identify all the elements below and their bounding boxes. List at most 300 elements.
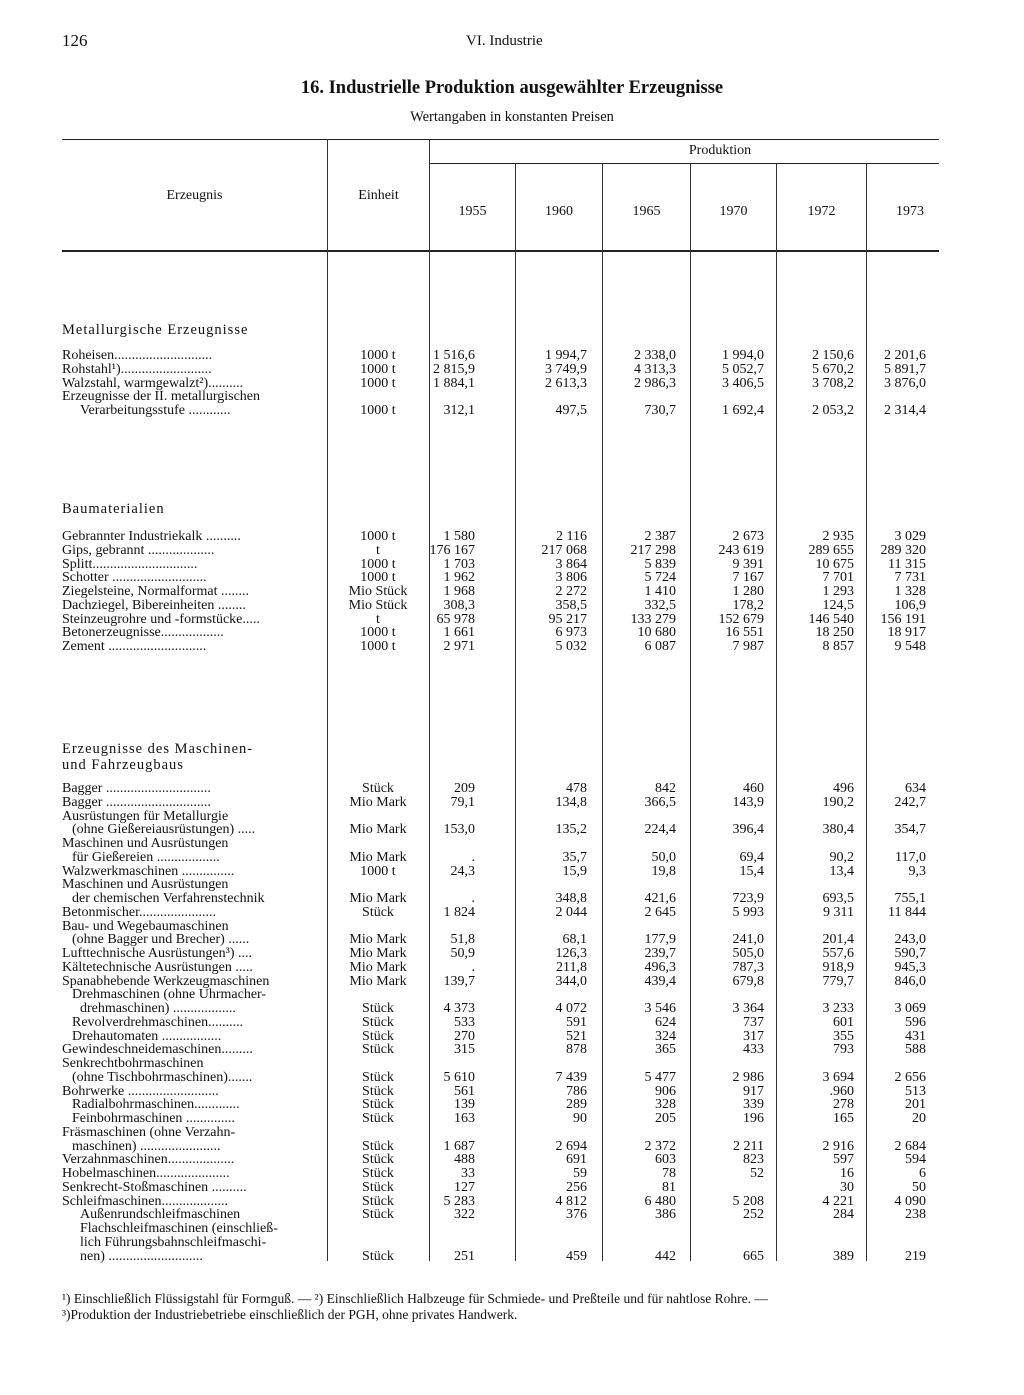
value-cell-1965: 603	[655, 1152, 676, 1168]
value-cell-1955: 4 373	[443, 1001, 475, 1016]
value-cell-1972: 7 701	[822, 570, 854, 586]
row-label: Senkrecht-Stoßmaschinen ..........	[62, 1179, 247, 1195]
row-unit: t	[376, 542, 380, 558]
value-cell-1955: 163	[454, 1111, 475, 1126]
value-cell-1955: 2 815,9	[433, 361, 475, 377]
row-unit: Stück	[362, 1166, 394, 1181]
row-label: Ausrüstungen für Metallurgie	[62, 808, 229, 824]
row-label: Gebrannter Industriekalk ..........	[62, 529, 241, 544]
value-cell-1965: 730,7	[644, 403, 676, 418]
row-label: nen) ...........................	[80, 1248, 203, 1264]
value-cell-1960: 6 973	[555, 625, 587, 641]
value-cell-1970: 2 211	[733, 1138, 764, 1154]
row-unit: 1000 t	[360, 348, 396, 363]
value-cell-1972: 190,2	[822, 794, 854, 810]
value-cell-1970: 15,4	[739, 863, 764, 879]
value-cell-1955: 1 884,1	[433, 375, 475, 391]
table-row	[0, 892, 1024, 906]
value-cell-1972: 1 293	[822, 584, 854, 599]
header-unit: Einheit	[358, 188, 399, 203]
value-cell-1972: 3 694	[822, 1069, 854, 1085]
value-cell-1973: 201	[905, 1097, 926, 1113]
row-label: Betonmischer......................	[62, 904, 216, 920]
row-label: für Gießereien ..................	[72, 849, 220, 865]
value-cell-1965: 442	[655, 1248, 676, 1264]
value-cell-1955: 139,7	[443, 973, 475, 989]
value-cell-1960: 2 044	[555, 904, 587, 920]
value-cell-1970: 152 679	[718, 611, 764, 627]
header-year-1972: 1972	[807, 204, 836, 219]
value-cell-1972: 90,2	[829, 849, 854, 865]
value-cell-1960: 35,7	[562, 849, 587, 865]
value-cell-1970: 2 986	[732, 1069, 764, 1085]
row-label: Bau- und Wegebaumaschinen	[62, 918, 229, 934]
value-cell-1970: 2 673	[732, 529, 764, 544]
value-cell-1960: 358,5	[555, 597, 587, 613]
value-cell-1960: 5 032	[555, 639, 587, 654]
value-cell-1965: 81	[662, 1179, 676, 1195]
value-cell-1960: 95 217	[548, 611, 587, 627]
table-subtitle: Wertangaben in konstanten Preisen	[410, 109, 614, 125]
value-cell-1965: 5 477	[644, 1069, 676, 1085]
row-label: Drehmaschinen (ohne Uhrmacher-	[72, 987, 267, 1003]
section-heading: Erzeugnisse des Maschinen-	[62, 741, 254, 757]
row-unit: Mio Mark	[349, 973, 407, 989]
value-cell-1965: 365	[655, 1042, 676, 1058]
value-cell-1973: 242,7	[894, 794, 926, 810]
value-cell-1973: 431	[905, 1028, 926, 1044]
value-cell-1955: .	[471, 891, 475, 906]
value-cell-1960: 126,3	[555, 946, 587, 961]
value-cell-1972: 557,6	[822, 946, 854, 961]
value-cell-1970: 917	[743, 1083, 764, 1099]
value-cell-1973: 18 917	[887, 625, 926, 641]
value-cell-1960: 521	[566, 1028, 587, 1044]
value-cell-1965: 6 480	[644, 1193, 676, 1209]
row-unit: Mio Stück	[348, 584, 408, 599]
value-cell-1965: 439,4	[644, 973, 676, 989]
value-cell-1960: 217 068	[541, 542, 587, 558]
value-cell-1972: 10 675	[815, 556, 854, 572]
table-row	[0, 906, 1024, 920]
row-label: Splitt..............................	[62, 556, 198, 572]
row-unit: Mio Mark	[349, 822, 407, 838]
row-label: Dachziegel, Bibereinheiten ........	[62, 597, 246, 613]
table-row	[0, 1112, 1024, 1126]
value-cell-1960: 7 439	[555, 1069, 587, 1085]
value-cell-1970: 7 987	[732, 639, 764, 654]
table-row	[0, 1236, 1024, 1250]
value-cell-1973: 588	[905, 1042, 926, 1058]
value-cell-1960: 786	[566, 1083, 587, 1099]
value-cell-1965: 421,6	[644, 891, 676, 906]
value-cell-1970: 143,9	[732, 794, 764, 810]
value-cell-1960: 135,2	[555, 822, 587, 838]
value-cell-1973: 4 090	[894, 1193, 926, 1209]
value-cell-1973: 755,1	[894, 891, 926, 906]
value-cell-1970: 7 167	[732, 570, 764, 586]
row-unit: 1000 t	[360, 639, 396, 654]
value-cell-1973: 11 844	[888, 904, 926, 920]
table-row	[0, 1057, 1024, 1071]
section-heading: und Fahrzeugbaus	[62, 757, 184, 773]
value-cell-1972: 380,4	[822, 822, 854, 838]
row-label: Maschinen und Ausrüstungen	[62, 836, 229, 851]
value-cell-1972: 289 655	[808, 542, 854, 558]
value-cell-1973: 2 684	[894, 1138, 926, 1154]
table-row	[0, 837, 1024, 851]
value-cell-1960: 3 749,9	[545, 361, 587, 377]
value-cell-1973: 5 891,7	[884, 361, 926, 377]
value-cell-1965: 133 279	[630, 611, 676, 627]
value-cell-1965: 19,8	[651, 863, 676, 879]
row-label: Fräsmaschinen (ohne Verzahn-	[62, 1124, 236, 1140]
table-row	[0, 782, 1024, 796]
table-row	[0, 851, 1024, 865]
value-cell-1970: 5 208	[732, 1193, 764, 1209]
table-row	[0, 640, 1024, 654]
value-cell-1970: 787,3	[732, 959, 764, 975]
value-cell-1970: 460	[743, 781, 764, 796]
row-unit: Mio Mark	[349, 849, 407, 865]
value-cell-1955: 176 167	[429, 542, 475, 558]
table-row	[0, 1126, 1024, 1140]
value-cell-1972: .960	[829, 1083, 854, 1099]
row-label: Bohrwerke ..........................	[62, 1083, 219, 1099]
value-cell-1970: 679,8	[732, 973, 764, 989]
value-cell-1960: 2 694	[555, 1138, 587, 1154]
row-label: der chemischen Verfahrenstechnik	[72, 891, 265, 906]
row-label: (ohne Bagger und Brecher) ......	[72, 932, 250, 948]
row-unit: Stück	[362, 1138, 394, 1154]
value-cell-1970: 665	[743, 1248, 764, 1264]
table-row	[0, 544, 1024, 558]
value-cell-1972: 597	[833, 1152, 854, 1168]
value-cell-1972: 918,9	[822, 959, 854, 975]
value-cell-1965: 624	[655, 1014, 676, 1030]
row-label: Schleifmaschinen...................	[62, 1193, 229, 1209]
value-cell-1970: 823	[743, 1152, 764, 1168]
value-cell-1960: 478	[566, 781, 587, 796]
value-cell-1965: 3 546	[644, 1001, 676, 1016]
value-cell-1960: 211,8	[556, 959, 587, 975]
value-cell-1970: 16 551	[725, 625, 764, 641]
value-cell-1955: 51,8	[450, 932, 475, 948]
value-cell-1955: 1 824	[443, 904, 475, 920]
header-year-1970: 1970	[719, 204, 748, 219]
row-unit: Mio Mark	[349, 794, 407, 810]
value-cell-1965: 842	[655, 781, 676, 796]
value-cell-1965: 2 645	[644, 904, 676, 920]
header-year-1960: 1960	[545, 204, 573, 219]
value-cell-1973: 3 029	[894, 529, 926, 544]
row-unit: 1000 t	[360, 556, 396, 572]
table-row	[0, 585, 1024, 599]
header-year-1965: 1965	[632, 204, 661, 219]
value-cell-1972: 8 857	[822, 639, 854, 654]
row-unit: Stück	[362, 1248, 394, 1264]
row-label: Walzwerkmaschinen ...............	[62, 863, 235, 879]
value-cell-1970: 243 619	[718, 542, 764, 558]
row-label: Verarbeitungsstufe ............	[80, 403, 231, 418]
row-label: Senkrechtbohrmaschinen	[62, 1056, 204, 1071]
table-row	[0, 1002, 1024, 1016]
value-cell-1960: 459	[566, 1248, 587, 1264]
row-label: Rohstahl¹)..........................	[62, 361, 212, 377]
table-row	[0, 1071, 1024, 1085]
row-unit: Mio Mark	[349, 891, 407, 906]
value-cell-1965: 10 680	[637, 625, 676, 641]
row-unit: t	[376, 611, 380, 627]
value-cell-1955: 5 283	[443, 1193, 475, 1209]
value-cell-1973: 354,7	[894, 822, 926, 838]
value-cell-1972: 793	[833, 1042, 854, 1058]
value-cell-1973: 3 876,0	[884, 375, 926, 391]
row-label: Feinbohrmaschinen ..............	[72, 1111, 235, 1126]
value-cell-1960: 3 806	[555, 570, 587, 586]
table-row	[0, 599, 1024, 613]
value-cell-1965: 1 410	[644, 584, 676, 599]
value-cell-1973: 634	[905, 781, 926, 796]
value-cell-1955: 79,1	[450, 794, 475, 810]
value-cell-1960: 1 994,7	[545, 348, 587, 363]
row-label: Verzahnmaschinen...................	[62, 1152, 235, 1168]
value-cell-1970: 196	[743, 1111, 764, 1126]
value-cell-1972: 2 150,6	[812, 348, 854, 363]
value-cell-1972: 284	[833, 1207, 854, 1223]
row-label: Kältetechnische Ausrüstungen .....	[62, 959, 253, 975]
row-unit: Stück	[362, 1069, 394, 1085]
value-cell-1973: 594	[905, 1152, 926, 1168]
footnote-1-2: ¹) Einschließlich Flüssigstahl für Formguß. — ²) Einschließlich Halbzeuge für Schmiede- und Preßteile und für nahtlose Rohre. —	[62, 1291, 768, 1306]
value-cell-1955: 5 610	[443, 1069, 475, 1085]
row-unit: Stück	[362, 1028, 394, 1044]
value-cell-1970: 3 406,5	[722, 375, 764, 391]
value-cell-1973: 219	[905, 1248, 926, 1264]
value-cell-1973: 3 069	[894, 1001, 926, 1016]
value-cell-1955: 2 971	[443, 639, 475, 654]
value-cell-1970: 5 993	[732, 904, 764, 920]
value-cell-1973: 2 314,4	[884, 403, 926, 418]
row-label: Spanabhebende Werkzeugmaschinen	[62, 973, 270, 989]
value-cell-1972: 3 708,2	[812, 375, 854, 391]
row-label: Schotter ...........................	[62, 570, 207, 586]
row-unit: Stück	[362, 1179, 394, 1195]
value-cell-1965: 2 338,0	[634, 348, 676, 363]
row-unit: Stück	[362, 1042, 394, 1058]
value-cell-1960: 591	[566, 1014, 587, 1030]
value-cell-1970: 241,0	[732, 932, 764, 948]
value-cell-1960: 15,9	[562, 863, 587, 879]
row-unit: Mio Mark	[349, 959, 407, 975]
chapter-heading: VI. Industrie	[466, 33, 543, 49]
value-cell-1972: 4 221	[822, 1193, 854, 1209]
value-cell-1970: 396,4	[732, 822, 764, 838]
row-unit: Stück	[362, 1097, 394, 1113]
value-cell-1960: 59	[573, 1166, 587, 1181]
value-cell-1960: 256	[566, 1179, 587, 1195]
value-cell-1972: 201,4	[822, 932, 854, 948]
value-cell-1965: 5 839	[644, 556, 676, 572]
value-cell-1970: 52	[750, 1166, 764, 1181]
value-cell-1955: 139	[454, 1097, 475, 1113]
value-cell-1965: 324	[655, 1028, 676, 1044]
value-cell-1972: 9 311	[823, 904, 854, 920]
value-cell-1972: 13,4	[829, 863, 854, 879]
value-cell-1970: 9 391	[732, 556, 764, 572]
row-unit: Mio Stück	[348, 597, 408, 613]
row-label: Zement ............................	[62, 639, 207, 654]
value-cell-1960: 348,8	[555, 891, 587, 906]
value-cell-1970: 505,0	[732, 946, 764, 961]
value-cell-1955: 1 703	[443, 556, 475, 572]
value-cell-1973: 20	[912, 1111, 926, 1126]
value-cell-1955: 1 968	[443, 584, 475, 599]
row-unit: Stück	[362, 1083, 394, 1099]
table-row	[0, 1016, 1024, 1030]
value-cell-1970: 178,2	[732, 597, 764, 613]
value-cell-1960: 2 116	[556, 529, 587, 544]
value-cell-1955: 322	[454, 1207, 475, 1223]
value-cell-1955: 50,9	[450, 946, 475, 961]
row-unit: Stück	[362, 1152, 394, 1168]
value-cell-1965: 6 087	[644, 639, 676, 654]
value-cell-1965: 386	[655, 1207, 676, 1223]
value-cell-1970: 1 692,4	[722, 403, 764, 418]
value-cell-1973: 2 201,6	[884, 348, 926, 363]
value-cell-1960: 289	[566, 1097, 587, 1113]
value-cell-1972: 165	[833, 1111, 854, 1126]
row-label: Erzeugnisse der II. metallurgischen	[62, 389, 261, 405]
value-cell-1973: 50	[912, 1179, 926, 1195]
row-unit: Mio Mark	[349, 932, 407, 948]
value-cell-1960: 344,0	[555, 973, 587, 989]
row-label: Steinzeugrohre und -formstücke.....	[62, 611, 260, 627]
value-cell-1955: 308,3	[443, 597, 475, 613]
row-label: Flachschleifmaschinen (einschließ-	[80, 1221, 278, 1236]
value-cell-1970: 339	[743, 1097, 764, 1113]
value-cell-1965: 239,7	[644, 946, 676, 961]
value-cell-1972: 2 053,2	[812, 403, 854, 418]
value-cell-1972: 2 935	[822, 529, 854, 544]
row-unit: Mio Mark	[349, 946, 407, 961]
row-label: maschinen) .......................	[72, 1138, 221, 1154]
value-cell-1965: 177,9	[644, 932, 676, 948]
value-cell-1972: 496	[833, 781, 854, 796]
value-cell-1965: 2 372	[644, 1138, 676, 1154]
table-row	[0, 404, 1024, 418]
value-cell-1970: 5 052,7	[722, 361, 764, 377]
row-label: Außenrundschleifmaschinen	[80, 1207, 241, 1223]
value-cell-1955: 1 661	[443, 625, 475, 641]
value-cell-1965: 5 724	[644, 570, 676, 586]
value-cell-1970: 723,9	[732, 891, 764, 906]
table-title: 16. Industrielle Produktion ausgewählter Erzeugnisse	[300, 78, 724, 98]
row-label: (ohne Tischbohrmaschinen).......	[72, 1069, 253, 1085]
value-cell-1955: 251	[454, 1248, 475, 1264]
value-cell-1960: 878	[566, 1042, 587, 1058]
value-cell-1973: 945,3	[894, 959, 926, 975]
value-cell-1972: 124,5	[822, 597, 854, 613]
value-cell-1973: 6	[919, 1166, 926, 1181]
value-cell-1973: 2 656	[894, 1069, 926, 1085]
production-subrule	[430, 163, 939, 164]
table-row	[0, 349, 1024, 363]
value-cell-1972: 601	[833, 1014, 854, 1030]
table-row	[0, 363, 1024, 377]
row-label: Radialbohrmaschinen.............	[72, 1097, 240, 1113]
table-row	[0, 1250, 1024, 1264]
row-label: drehmaschinen) ..................	[80, 1001, 236, 1016]
value-cell-1955: 312,1	[443, 403, 475, 418]
value-cell-1960: 90	[573, 1111, 587, 1126]
value-cell-1973: 106,9	[894, 597, 926, 613]
value-cell-1970: 433	[743, 1042, 764, 1058]
row-unit: 1000 t	[360, 361, 396, 377]
value-cell-1955: 127	[454, 1179, 475, 1195]
value-cell-1965: 496,3	[644, 959, 676, 975]
value-cell-1960: 4 812	[555, 1193, 587, 1209]
value-cell-1973: 289 320	[880, 542, 926, 558]
value-cell-1965: 50,0	[651, 849, 676, 865]
value-cell-1973: 11 315	[888, 556, 926, 572]
value-cell-1965: 4 313,3	[634, 361, 676, 377]
value-cell-1970: 69,4	[739, 849, 764, 865]
header-bottom-rule	[62, 250, 939, 252]
value-cell-1965: 78	[662, 1166, 676, 1181]
value-cell-1960: 3 864	[555, 556, 587, 572]
row-label: Gewindeschneidemaschinen.........	[62, 1042, 253, 1058]
row-unit: 1000 t	[360, 863, 396, 879]
row-unit: 1000 t	[360, 375, 396, 391]
row-label: Hobelmaschinen.....................	[62, 1166, 230, 1181]
table-row	[0, 947, 1024, 961]
table-row	[0, 1181, 1024, 1195]
value-cell-1973: 513	[905, 1083, 926, 1099]
row-unit: Stück	[362, 1111, 394, 1126]
value-cell-1960: 497,5	[555, 403, 587, 418]
value-cell-1955: 533	[454, 1014, 475, 1030]
row-unit: Stück	[362, 1001, 394, 1016]
value-cell-1955: 33	[461, 1166, 475, 1181]
value-cell-1973: 7 731	[894, 570, 926, 586]
value-cell-1965: 328	[655, 1097, 676, 1113]
value-cell-1965: 332,5	[644, 597, 676, 613]
value-cell-1973: 596	[905, 1014, 926, 1030]
value-cell-1972: 278	[833, 1097, 854, 1113]
row-unit: 1000 t	[360, 403, 396, 418]
value-cell-1965: 217 298	[630, 542, 676, 558]
value-cell-1955: 315	[454, 1042, 475, 1058]
row-unit: Stück	[362, 904, 394, 920]
value-cell-1960: 2 272	[555, 584, 587, 599]
value-cell-1972: 2 916	[822, 1138, 854, 1154]
value-cell-1955: 561	[454, 1083, 475, 1099]
row-unit: Stück	[362, 781, 394, 796]
section-heading: Baumaterialien	[62, 501, 165, 517]
footnote-3: ³)Produktion der Industriebetriebe einschließlich der PGH, ohne privates Handwerk.	[62, 1307, 518, 1322]
row-label: Bagger ..............................	[62, 781, 211, 796]
value-cell-1965: 366,5	[644, 794, 676, 810]
row-unit: 1000 t	[360, 570, 396, 586]
value-cell-1965: 2 387	[644, 529, 676, 544]
value-cell-1970: 1 994,0	[722, 348, 764, 363]
row-label: Lufttechnische Ausrüstungen³) ....	[62, 946, 253, 961]
value-cell-1973: 590,7	[894, 946, 926, 961]
value-cell-1973: 156 191	[880, 611, 926, 627]
value-cell-1955: 1 687	[443, 1138, 475, 1154]
row-label: (ohne Gießereiausrüstungen) .....	[72, 822, 256, 838]
